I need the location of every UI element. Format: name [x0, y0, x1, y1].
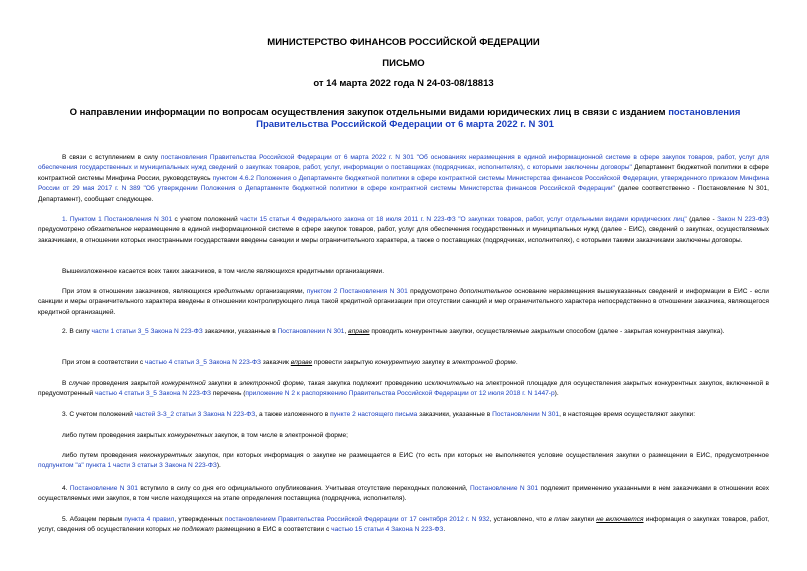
paragraph-5: 5. Абзацем первым пункта 4 правил, утвержденных постановлением Правительства Российской Федерации от 17 сентября 2012 г. N 932, установлено, что в план закупки не включается информация о закупках товаров, работ, услуг, сведения об осуществлении которых не подлежат размещению в ЕИС в соответствии с частью 15 статьи 4 Закона N 223-ФЗ. [38, 516, 770, 534]
title-text: О направлении информации по вопросам осуществления закупок отдельными видами юридических лиц в связи с изданием [69, 107, 666, 118]
link-rules-clause-4[interactable]: пункта 4 правил [124, 516, 175, 523]
paragraph-closed-procurement: либо путем проведения закрытых конкурентных закупок, в том числе в электронной форме; [62, 432, 348, 439]
paragraph-2: 2. В силу части 1 статьи 3_5 Закона N 223-ФЗ заказчики, указанные в Постановлении N 301, вправе проводить конкурентные закупки, осуществляемые закрытым способом (далее - закрытая конкурентная закупка). [62, 328, 725, 335]
link-law-223[interactable]: Закон N 223-ФЗ [717, 216, 767, 223]
title-link[interactable]: постановления Правительства Российской Федерации от 6 марта 2022 г. N 301 [256, 107, 741, 130]
link-resolution-301-d[interactable]: Постановление N 301 [69, 485, 138, 492]
paragraph-intro: В связи с вступлением в силу постановления Правительства Российской Федерации от 6 марта 2022 г. N 301 "Об основаниях неразмещения в единой информационной системе в сфере закупок товаров, работ, услуг для обеспечения государственных и муниципальных нужд сведений о закупках товаров, работ, услуг, информации о поставщиках (подрядчиках, исполнителях), с которыми заключены договоры" Департамент бюджетной политики в сфере контрактной системы Минфина России, руководствуясь пунктом 4.6.2 Положения о Департаменте бюджетной политики в сфере контрактной системы Министерства финансов Российской Федерации, утвержденного приказом Минфина России от 29 мая 2017 г. N 389 "Об утверждении Положения о Департаменте бюджетной политики в сфере контрактной системы Министерства финансов Российской Федерации" (далее соответственно - Постановление N 301, Департамент), сообщает следующее. [38, 154, 769, 203]
link-resolution-301-c[interactable]: Постановлении N 301 [492, 411, 560, 418]
link-law-223-subclause-a[interactable]: подпунктом "а" пункта 1 части 3 статьи 3 Закона N 223-ФЗ [38, 462, 217, 470]
link-order-1447[interactable]: приложение N 2 к распоряжению Правительства Российской Федерации от 12 июля 2018 г. N 1447-р [245, 390, 555, 398]
document-date-number: от 14 марта 2022 года N 24-03-08/18813 [313, 78, 494, 89]
paragraph-electronic-platform: В случае проведения закрытой конкурентной закупки в электронной форме, такая закупка подлежит проведению исключительно на электронной площадке для осуществления закрытых конкурентных закупок, включенной в предусмотренный частью 4 статьи 3_5 Закона N 223-ФЗ перечень (приложение N 2 к распоряжению Правительства Российской Федерации от 12 июля 2018 г. N 1447-р). [38, 380, 769, 398]
paragraph-credit-orgs: Вышеизложенное касается всех таких заказчиков, в том числе являющихся кредитными организациями. [62, 268, 385, 275]
paragraph-1: 1. Пунктом 1 Постановления N 301 с учетом положений части 15 статьи 4 Федерального закона от 18 июля 2011 г. N 223-ФЗ "О закупках товаров, работ, услуг отдельными видами юридических лиц" (далее - Закон N 223-ФЗ) предусмотрено обязательное неразмещение в единой информационной системе в сфере закупок товаров, работ, услуг для обеспечения государственных и муниципальных нужд (далее - ЕИС), сведений о закупках, осуществляемых заказчиками, в отношении которых иностранными государствами введены санкции и меры ограничительного характера, а также о поставщиках (подрядчиках, исполнителях), с которыми такими заказчиками заключены договоры. [38, 216, 769, 244]
link-resolution-301[interactable]: постановления Правительства Российской Федерации от 6 марта 2022 г. N 301 "Об основаниях неразмещения в единой информационной системе в сфере закупок товаров, работ, услуг для обеспечения государственных и муниципальных нужд сведений о закупках товаров, работ, услуг, информации о поставщиках (подрядчиках, исполнителях), с которыми заключены договоры" [38, 154, 769, 172]
letter-title [40, 107, 770, 131]
link-law-223-art-3-5-part-4-b[interactable]: частью 4 статьи 3_5 Закона N 223-ФЗ [95, 390, 211, 398]
link-clause-1[interactable]: 1. Пунктом 1 Постановления N 301 [62, 216, 173, 223]
link-law-223-part-15[interactable]: части 15 статьи 4 Федерального закона от 18 июля 2011 г. N 223-ФЗ "О закупках товаров, работ, услуг отдельными видами юридических лиц" [240, 216, 687, 223]
link-regulation[interactable]: пунктом 4.6.2 Положения о Департаменте бюджетной политики в сфере контрактной системы Министерства финансов Российской Федерации, утвержденного приказом Минфина России от 29 мая 2017 г. N 389 "Об утверждении Положения о Департаменте бюджетной политики в сфере контрактной системы Министерства финансов Российской Федерации" [38, 174, 769, 193]
link-law-223-part-15-b[interactable]: частью 15 статьи 4 Закона N 223-ФЗ [331, 526, 444, 534]
paragraph-credit-exception: При этом в отношении заказчиков, являющихся кредитными организациями, пунктом 2 Постановления N 301 предусмотрено дополнительное основание неразмещения вышеуказанных сведений и информации в ЕИС - если санкции и меры ограничительного характера введены в отношении контролирующего лица такой кредитной организации при отсутствии санкций и мер ограничительного характера непосредственно в отношении заказчика, являющегося кредитной организацией. [38, 288, 769, 316]
paragraph-3: 3. С учетом положений частей 3-3_2 статьи 3 Закона N 223-ФЗ, а также изложенного в пункте 2 настоящего письма заказчики, указанные в Постановлении N 301, в настоящее время осуществляют закупки: [62, 411, 696, 418]
paragraph-non-competitive: либо путем проведения неконкурентных закупок, при которых информация о закупке не размещается в ЕИС (то есть при которых не выполняется условие осуществления закупки о размещении в ЕИС, предусмотренное подпунктом "а" пункта 1 части 3 статьи 3 Закона N 223-ФЗ). [38, 452, 769, 470]
link-letter-clause-2[interactable]: пункте 2 настоящего письма [330, 411, 418, 418]
link-resolution-301-e[interactable]: Постановление N 301 [470, 485, 539, 492]
link-law-223-art-3-5-part-1[interactable]: части 1 статьи 3_5 Закона N 223-ФЗ [91, 328, 203, 335]
paragraph-electronic-form: При этом в соответствии с частью 4 статьи 3_5 Закона N 223-ФЗ заказчик вправе провести закрытую конкурентную закупку в электронной форме. [62, 359, 518, 366]
ministry-heading: МИНИСТЕРСТВО ФИНАНСОВ РОССИЙСКОЙ ФЕДЕРАЦИИ [267, 37, 540, 48]
paragraph-4: 4. Постановление N 301 вступило в силу со дня его официального опубликования. Учитывая отсутствие переходных положений, Постановление N 301 подлежит применению указанными в нем заказчиками в отношении всех осуществляемых ими закупок, в том числе находящихся на этапе определения поставщика (подрядчика, исполнителя). [38, 485, 769, 503]
link-resolution-301-b[interactable]: Постановлении N 301 [277, 328, 345, 335]
link-resolution-932[interactable]: постановлением Правительства Российской Федерации от 17 сентября 2012 г. N 932 [224, 516, 490, 523]
document-type: ПИСЬМО [382, 58, 425, 69]
link-law-223-art-3-5-part-4[interactable]: частью 4 статьи 3_5 Закона N 223-ФЗ [145, 359, 261, 366]
link-clause-2[interactable]: пунктом 2 Постановления N 301 [306, 288, 408, 295]
link-law-223-art-3-parts[interactable]: частей 3-3_2 статьи 3 Закона N 223-ФЗ [134, 411, 256, 418]
